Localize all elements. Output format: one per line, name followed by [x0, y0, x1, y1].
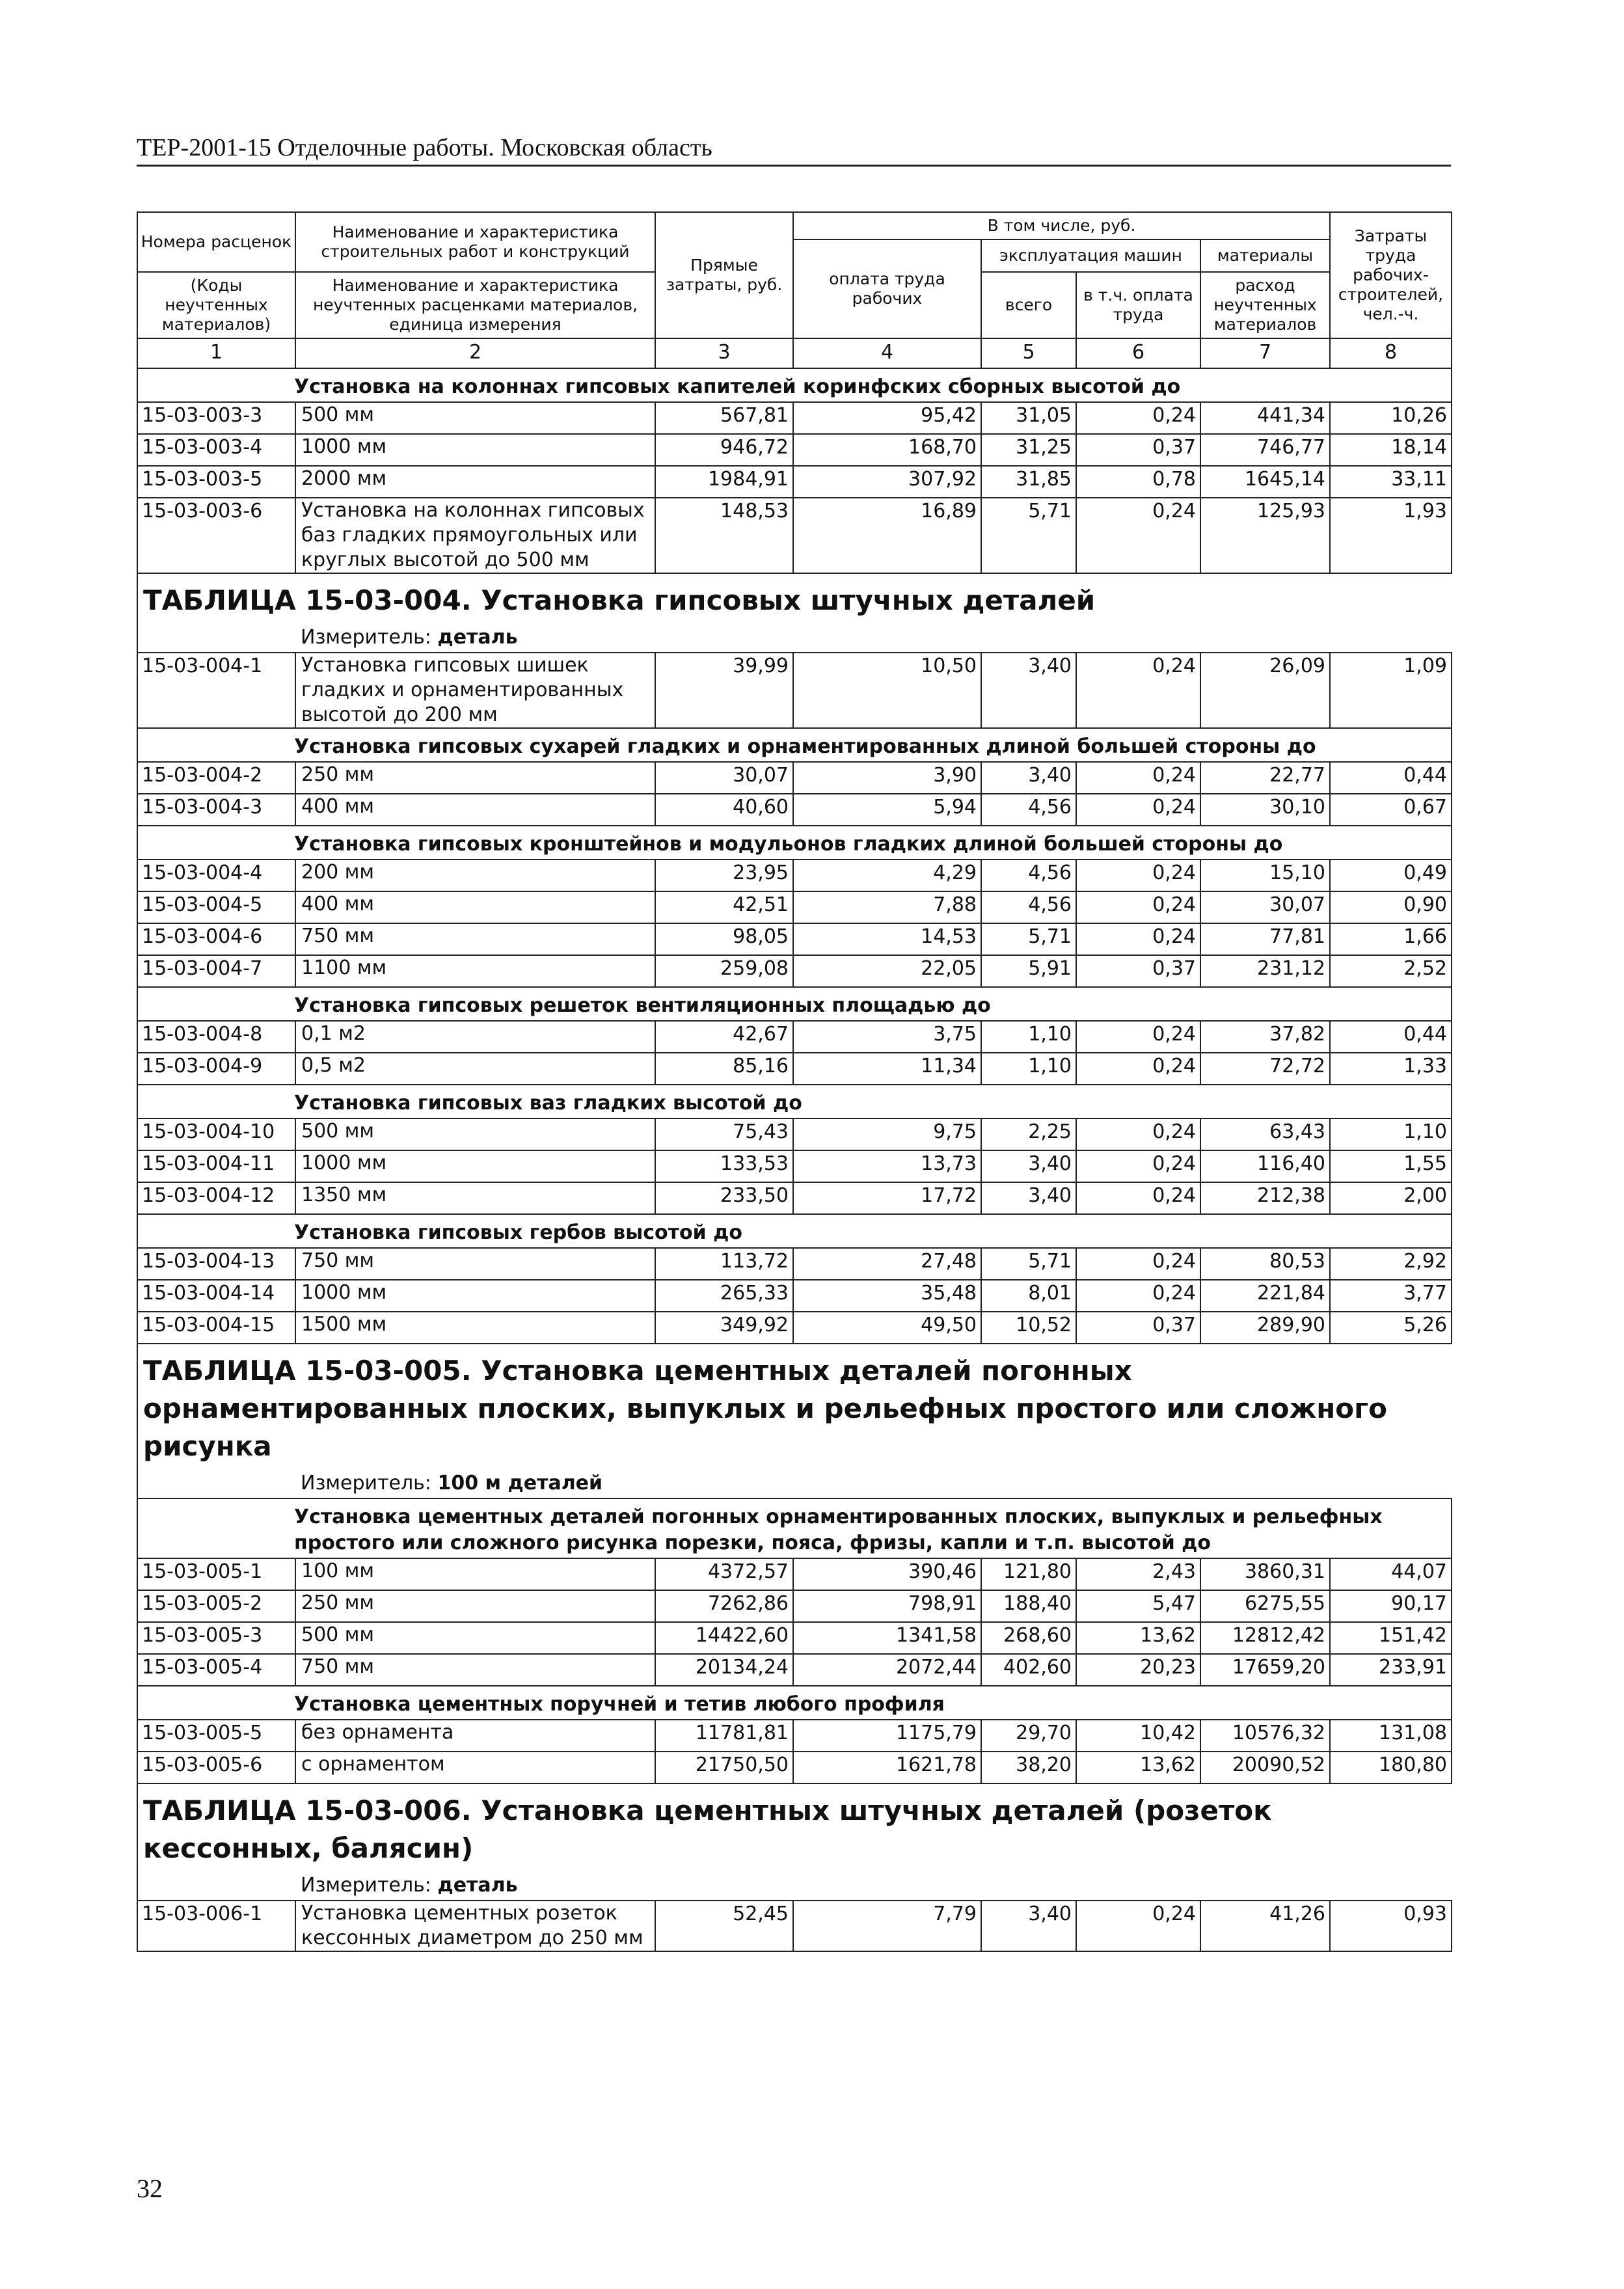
materials-cost: 441,34 — [1200, 402, 1330, 434]
labor-pay: 7,79 — [793, 1901, 981, 1951]
materials-cost: 1645,14 — [1200, 466, 1330, 498]
materials-cost: 72,72 — [1200, 1053, 1330, 1085]
labor-pay: 27,48 — [793, 1248, 981, 1280]
machines-total: 4,56 — [981, 891, 1076, 923]
work-name: 1000 мм — [295, 434, 655, 466]
machines-labor-pay: 0,24 — [1076, 891, 1200, 923]
machines-labor-pay: 0,37 — [1076, 1312, 1200, 1344]
measure-row — [137, 1469, 1452, 1498]
running-header: ТЕР-2001-15 Отделочные работы. Московская область — [137, 133, 1451, 167]
section-heading-row — [137, 987, 1452, 1021]
labor-pay: 95,42 — [793, 402, 981, 434]
rate-code: 15-03-003-5 — [137, 466, 295, 498]
materials-cost: 221,84 — [1200, 1280, 1330, 1312]
col-codes-subheader: (Коды неучтенных материалов) — [137, 272, 295, 338]
section-heading: Установка гипсовых гербов высотой до — [137, 1214, 1452, 1248]
measure-cell — [137, 1469, 1452, 1498]
work-name: без орнамента — [295, 1720, 655, 1752]
machines-labor-pay: 20,23 — [1076, 1654, 1200, 1686]
machines-labor-pay: 2,43 — [1076, 1558, 1200, 1590]
labor-pay: 10,50 — [793, 653, 981, 728]
machines-total: 4,56 — [981, 794, 1076, 826]
col-direct-header: Прямые затраты, руб. — [655, 212, 793, 338]
rate-code: 15-03-003-3 — [137, 402, 295, 434]
work-name: 750 мм — [295, 1654, 655, 1686]
work-name: с орнаментом — [295, 1752, 655, 1783]
machines-total: 268,60 — [981, 1622, 1076, 1654]
section-heading-row — [137, 1085, 1452, 1118]
machines-total: 3,40 — [981, 1150, 1076, 1182]
machines-labor-pay: 0,24 — [1076, 923, 1200, 955]
labor-hours: 1,33 — [1330, 1053, 1452, 1085]
labor-hours: 0,49 — [1330, 860, 1452, 891]
machines-total: 4,56 — [981, 860, 1076, 891]
measure-label: Измеритель: — [301, 626, 431, 649]
table-row — [137, 1654, 1452, 1686]
direct-cost: 39,99 — [655, 653, 793, 728]
labor-hours: 1,66 — [1330, 923, 1452, 955]
machines-total: 29,70 — [981, 1720, 1076, 1752]
materials-cost: 231,12 — [1200, 955, 1330, 987]
work-name: 1000 мм — [295, 1280, 655, 1312]
rate-code: 15-03-004-15 — [137, 1312, 295, 1344]
machines-total: 8,01 — [981, 1280, 1076, 1312]
column-index: 6 — [1076, 338, 1200, 368]
direct-cost: 42,67 — [655, 1021, 793, 1053]
table-row — [137, 1622, 1452, 1654]
machines-labor-pay: 0,24 — [1076, 794, 1200, 826]
direct-cost: 42,51 — [655, 891, 793, 923]
materials-cost: 10576,32 — [1200, 1720, 1330, 1752]
machines-total: 31,05 — [981, 402, 1076, 434]
direct-cost: 567,81 — [655, 402, 793, 434]
direct-cost: 20134,24 — [655, 1654, 793, 1686]
work-name: 400 мм — [295, 891, 655, 923]
table-row — [137, 1752, 1452, 1783]
materials-cost: 37,82 — [1200, 1021, 1330, 1053]
labor-pay: 17,72 — [793, 1182, 981, 1214]
rate-code: 15-03-004-8 — [137, 1021, 295, 1053]
table-row — [137, 434, 1452, 466]
direct-cost: 23,95 — [655, 860, 793, 891]
rate-code: 15-03-004-11 — [137, 1150, 295, 1182]
materials-cost: 80,53 — [1200, 1248, 1330, 1280]
direct-cost: 265,33 — [655, 1280, 793, 1312]
labor-hours: 18,14 — [1330, 434, 1452, 466]
rate-code: 15-03-004-12 — [137, 1182, 295, 1214]
labor-pay: 1621,78 — [793, 1752, 981, 1783]
labor-hours: 3,77 — [1330, 1280, 1452, 1312]
labor-hours: 0,44 — [1330, 1021, 1452, 1053]
machines-labor-pay: 0,24 — [1076, 653, 1200, 728]
machines-total: 5,71 — [981, 923, 1076, 955]
measure-cell — [137, 623, 1452, 653]
table-row — [137, 466, 1452, 498]
table-row — [137, 1280, 1452, 1312]
labor-pay: 4,29 — [793, 860, 981, 891]
labor-hours: 90,17 — [1330, 1590, 1452, 1622]
machines-labor-pay: 13,62 — [1076, 1622, 1200, 1654]
work-name: 1000 мм — [295, 1150, 655, 1182]
materials-cost: 6275,55 — [1200, 1590, 1330, 1622]
work-name: 250 мм — [295, 762, 655, 794]
machines-labor-pay: 10,42 — [1076, 1720, 1200, 1752]
work-name: 750 мм — [295, 923, 655, 955]
machines-labor-pay: 5,47 — [1076, 1590, 1200, 1622]
direct-cost: 349,92 — [655, 1312, 793, 1344]
materials-cost: 17659,20 — [1200, 1654, 1330, 1686]
machines-labor-pay: 0,37 — [1076, 434, 1200, 466]
labor-hours: 180,80 — [1330, 1752, 1452, 1783]
labor-pay: 16,89 — [793, 498, 981, 573]
measure-unit: 100 м деталей — [437, 1472, 603, 1495]
rate-code: 15-03-005-1 — [137, 1558, 295, 1590]
measure-unit: деталь — [437, 1874, 518, 1897]
machines-total: 31,85 — [981, 466, 1076, 498]
machines-total: 10,52 — [981, 1312, 1076, 1344]
work-name: 500 мм — [295, 1118, 655, 1150]
labor-pay: 2072,44 — [793, 1654, 981, 1686]
materials-cost: 20090,52 — [1200, 1752, 1330, 1783]
table-row — [137, 498, 1452, 573]
table-title-row — [137, 573, 1452, 623]
work-name: 0,5 м2 — [295, 1053, 655, 1085]
col-machines-header: эксплуатация машин — [981, 239, 1200, 272]
table-row — [137, 1248, 1452, 1280]
direct-cost: 148,53 — [655, 498, 793, 573]
table-row — [137, 653, 1452, 728]
labor-hours: 1,10 — [1330, 1118, 1452, 1150]
col-name-header: Наименование и характеристика строительных работ и конструкций — [295, 212, 655, 272]
machines-labor-pay: 0,24 — [1076, 762, 1200, 794]
materials-cost: 12812,42 — [1200, 1622, 1330, 1654]
labor-hours: 44,07 — [1330, 1558, 1452, 1590]
table-row — [137, 1312, 1452, 1344]
column-index: 4 — [793, 338, 981, 368]
direct-cost: 946,72 — [655, 434, 793, 466]
labor-hours: 151,42 — [1330, 1622, 1452, 1654]
table-row — [137, 923, 1452, 955]
machines-labor-pay: 0,24 — [1076, 1053, 1200, 1085]
machines-labor-pay: 0,24 — [1076, 402, 1200, 434]
materials-cost: 26,09 — [1200, 653, 1330, 728]
measure-label: Измеритель: — [301, 1874, 431, 1897]
machines-total: 2,25 — [981, 1118, 1076, 1150]
direct-cost: 85,16 — [655, 1053, 793, 1085]
rate-code: 15-03-005-5 — [137, 1720, 295, 1752]
labor-pay: 307,92 — [793, 466, 981, 498]
rate-code: 15-03-003-4 — [137, 434, 295, 466]
section-heading-row — [137, 368, 1452, 402]
direct-cost: 1984,91 — [655, 466, 793, 498]
labor-pay: 11,34 — [793, 1053, 981, 1085]
rate-code: 15-03-005-6 — [137, 1752, 295, 1783]
labor-hours: 1,09 — [1330, 653, 1452, 728]
machines-labor-pay: 0,24 — [1076, 1150, 1200, 1182]
direct-cost: 259,08 — [655, 955, 793, 987]
header-row-1 — [137, 212, 1452, 239]
column-index: 5 — [981, 338, 1076, 368]
section-heading: Установка цементных поручней и тетив любого профиля — [137, 1686, 1452, 1720]
table-row — [137, 1118, 1452, 1150]
table-title: ТАБЛИЦА 15-03-004. Установка гипсовых штучных деталей — [137, 573, 1452, 623]
materials-cost: 15,10 — [1200, 860, 1330, 891]
materials-cost: 746,77 — [1200, 434, 1330, 466]
labor-hours: 1,55 — [1330, 1150, 1452, 1182]
section-heading: Установка гипсовых кронштейнов и модульонов гладких длиной большей стороны до — [137, 826, 1452, 860]
materials-cost: 77,81 — [1200, 923, 1330, 955]
work-name: 750 мм — [295, 1248, 655, 1280]
machines-labor-pay: 0,24 — [1076, 498, 1200, 573]
measure-cell — [137, 1871, 1452, 1901]
rate-code: 15-03-005-2 — [137, 1590, 295, 1622]
machines-total: 5,71 — [981, 1248, 1076, 1280]
labor-pay: 1175,79 — [793, 1720, 981, 1752]
direct-cost: 14422,60 — [655, 1622, 793, 1654]
machines-total: 31,25 — [981, 434, 1076, 466]
machines-total: 402,60 — [981, 1654, 1076, 1686]
machines-total: 3,40 — [981, 1901, 1076, 1951]
column-index: 8 — [1330, 338, 1452, 368]
rate-code: 15-03-004-6 — [137, 923, 295, 955]
col-labor-pay-header: оплата труда рабочих — [793, 239, 981, 338]
work-name: 200 мм — [295, 860, 655, 891]
rate-code: 15-03-004-1 — [137, 653, 295, 728]
labor-pay: 3,75 — [793, 1021, 981, 1053]
section-heading-row — [137, 1214, 1452, 1248]
rate-code: 15-03-005-4 — [137, 1654, 295, 1686]
machines-labor-pay: 0,24 — [1076, 1280, 1200, 1312]
column-index: 3 — [655, 338, 793, 368]
col-including-header: В том числе, руб. — [793, 212, 1330, 239]
section-heading: Установка гипсовых ваз гладких высотой до — [137, 1085, 1452, 1118]
section-heading: Установка гипсовых сухарей гладких и орнаментированных длиной большей стороны до — [137, 728, 1452, 762]
column-index: 2 — [295, 338, 655, 368]
materials-cost: 30,07 — [1200, 891, 1330, 923]
labor-pay: 7,88 — [793, 891, 981, 923]
col-materials-header: материалы — [1200, 239, 1330, 272]
page-number: 32 — [137, 2174, 163, 2203]
labor-pay: 22,05 — [793, 955, 981, 987]
labor-pay: 35,48 — [793, 1280, 981, 1312]
direct-cost: 4372,57 — [655, 1558, 793, 1590]
labor-pay: 390,46 — [793, 1558, 981, 1590]
section-heading-row — [137, 826, 1452, 860]
rate-code: 15-03-004-4 — [137, 860, 295, 891]
work-name: 0,1 м2 — [295, 1021, 655, 1053]
table-row — [137, 1021, 1452, 1053]
machines-total: 121,80 — [981, 1558, 1076, 1590]
machines-total: 5,71 — [981, 498, 1076, 573]
labor-pay: 168,70 — [793, 434, 981, 466]
materials-cost: 116,40 — [1200, 1150, 1330, 1182]
machines-labor-pay: 0,37 — [1076, 955, 1200, 987]
column-index: 7 — [1200, 338, 1330, 368]
table-row — [137, 891, 1452, 923]
labor-hours: 1,93 — [1330, 498, 1452, 573]
machines-labor-pay: 13,62 — [1076, 1752, 1200, 1783]
labor-hours: 0,44 — [1330, 762, 1452, 794]
work-name: 250 мм — [295, 1590, 655, 1622]
table-row — [137, 1182, 1452, 1214]
labor-hours: 33,11 — [1330, 466, 1452, 498]
labor-hours: 10,26 — [1330, 402, 1452, 434]
direct-cost: 98,05 — [655, 923, 793, 955]
labor-hours: 233,91 — [1330, 1654, 1452, 1686]
machines-labor-pay: 0,24 — [1076, 1901, 1200, 1951]
rate-code: 15-03-004-14 — [137, 1280, 295, 1312]
machines-labor-pay: 0,78 — [1076, 466, 1200, 498]
work-name: 1100 мм — [295, 955, 655, 987]
machines-total: 5,91 — [981, 955, 1076, 987]
measure-row — [137, 1871, 1452, 1901]
section-heading: Установка на колоннах гипсовых капителей коринфских сборных высотой до — [137, 368, 1452, 402]
rate-code: 15-03-006-1 — [137, 1901, 295, 1951]
col-materials-unaccounted-header: расход неучтенных материалов — [1200, 272, 1330, 338]
table-row — [137, 1720, 1452, 1752]
labor-pay: 3,90 — [793, 762, 981, 794]
rates-table — [137, 211, 1452, 1952]
machines-total: 1,10 — [981, 1053, 1076, 1085]
direct-cost: 40,60 — [655, 794, 793, 826]
labor-hours: 0,93 — [1330, 1901, 1452, 1951]
labor-pay: 9,75 — [793, 1118, 981, 1150]
table-row — [137, 1150, 1452, 1182]
column-index: 1 — [137, 338, 295, 368]
machines-total: 1,10 — [981, 1021, 1076, 1053]
work-name: 100 мм — [295, 1558, 655, 1590]
materials-cost: 212,38 — [1200, 1182, 1330, 1214]
col-name-subheader: Наименование и характеристика неучтенных расценками материалов, единица измерения — [295, 272, 655, 338]
materials-cost: 63,43 — [1200, 1118, 1330, 1150]
direct-cost: 233,50 — [655, 1182, 793, 1214]
work-name: 500 мм — [295, 1622, 655, 1654]
labor-hours: 5,26 — [1330, 1312, 1452, 1344]
labor-pay: 49,50 — [793, 1312, 981, 1344]
work-name: Установка гипсовых шишек гладких и орнаментированных высотой до 200 мм — [295, 653, 655, 728]
machines-labor-pay: 0,24 — [1076, 1118, 1200, 1150]
machines-labor-pay: 0,24 — [1076, 1248, 1200, 1280]
work-name: 1350 мм — [295, 1182, 655, 1214]
work-name: Установка цементных розеток кессонных диаметром до 250 мм — [295, 1901, 655, 1951]
work-name: 1500 мм — [295, 1312, 655, 1344]
table-row — [137, 955, 1452, 987]
section-heading: Установка гипсовых решеток вентиляционных площадью до — [137, 987, 1452, 1021]
table-row — [137, 860, 1452, 891]
materials-cost: 125,93 — [1200, 498, 1330, 573]
direct-cost: 75,43 — [655, 1118, 793, 1150]
table-title-row — [137, 1344, 1452, 1469]
machines-total: 3,40 — [981, 762, 1076, 794]
measure-row — [137, 623, 1452, 653]
machines-total: 188,40 — [981, 1590, 1076, 1622]
table-row — [137, 1901, 1452, 1951]
table-row — [137, 794, 1452, 826]
direct-cost: 133,53 — [655, 1150, 793, 1182]
col-labor-hours-header: Затраты труда рабочих-строителей, чел.-ч. — [1330, 212, 1452, 338]
rate-code: 15-03-004-13 — [137, 1248, 295, 1280]
measure-label: Измеритель: — [301, 1472, 431, 1495]
labor-pay: 5,94 — [793, 794, 981, 826]
work-name: 2000 мм — [295, 466, 655, 498]
labor-pay: 1341,58 — [793, 1622, 981, 1654]
table-title: ТАБЛИЦА 15-03-006. Установка цементных штучных деталей (розеток кессонных, балясин) — [137, 1783, 1452, 1871]
labor-hours: 0,90 — [1330, 891, 1452, 923]
machines-total: 3,40 — [981, 1182, 1076, 1214]
col-machines-labor-header: в т.ч. оплата труда — [1076, 272, 1200, 338]
machines-labor-pay: 0,24 — [1076, 1182, 1200, 1214]
materials-cost: 41,26 — [1200, 1901, 1330, 1951]
table-title: ТАБЛИЦА 15-03-005. Установка цементных деталей погонных орнаментированных плоских, выпуклых и рельефных простого или сложного рисунка — [137, 1344, 1452, 1469]
table-title-row — [137, 1783, 1452, 1871]
labor-hours: 2,00 — [1330, 1182, 1452, 1214]
work-name: Установка на колоннах гипсовых баз гладких прямоугольных или круглых высотой до 500 мм — [295, 498, 655, 573]
table-row — [137, 1053, 1452, 1085]
direct-cost: 30,07 — [655, 762, 793, 794]
rate-code: 15-03-004-3 — [137, 794, 295, 826]
table-row — [137, 1558, 1452, 1590]
machines-labor-pay: 0,24 — [1076, 1021, 1200, 1053]
labor-hours: 2,92 — [1330, 1248, 1452, 1280]
rate-code: 15-03-004-9 — [137, 1053, 295, 1085]
labor-hours: 131,08 — [1330, 1720, 1452, 1752]
direct-cost: 7262,86 — [655, 1590, 793, 1622]
labor-pay: 14,53 — [793, 923, 981, 955]
rate-code: 15-03-004-5 — [137, 891, 295, 923]
materials-cost: 3860,31 — [1200, 1558, 1330, 1590]
rate-code: 15-03-003-6 — [137, 498, 295, 573]
measure-unit: деталь — [437, 626, 518, 649]
rate-code: 15-03-004-2 — [137, 762, 295, 794]
labor-hours: 2,52 — [1330, 955, 1452, 987]
section-heading-row — [137, 728, 1452, 762]
materials-cost: 289,90 — [1200, 1312, 1330, 1344]
section-heading-row — [137, 1686, 1452, 1720]
rate-code: 15-03-004-10 — [137, 1118, 295, 1150]
section-heading-row — [137, 1498, 1452, 1558]
col-machines-total-header: всего — [981, 272, 1076, 338]
machines-labor-pay: 0,24 — [1076, 860, 1200, 891]
table-row — [137, 762, 1452, 794]
direct-cost: 113,72 — [655, 1248, 793, 1280]
labor-hours: 0,67 — [1330, 794, 1452, 826]
direct-cost: 21750,50 — [655, 1752, 793, 1783]
column-index-row — [137, 338, 1452, 368]
work-name: 500 мм — [295, 402, 655, 434]
machines-total: 3,40 — [981, 653, 1076, 728]
section-heading: Установка цементных деталей погонных орнаментированных плоских, выпуклых и рельефных простого или сложного рисунка порезки, пояса, фризы, капли и т.п. высотой до — [137, 1498, 1452, 1558]
rate-code: 15-03-005-3 — [137, 1622, 295, 1654]
table-row — [137, 402, 1452, 434]
work-name: 400 мм — [295, 794, 655, 826]
materials-cost: 30,10 — [1200, 794, 1330, 826]
table-row — [137, 1590, 1452, 1622]
materials-cost: 22,77 — [1200, 762, 1330, 794]
rate-code: 15-03-004-7 — [137, 955, 295, 987]
labor-pay: 13,73 — [793, 1150, 981, 1182]
direct-cost: 52,45 — [655, 1901, 793, 1951]
machines-total: 38,20 — [981, 1752, 1076, 1783]
col-codes-header: Номера расценок — [137, 212, 295, 272]
labor-pay: 798,91 — [793, 1590, 981, 1622]
direct-cost: 11781,81 — [655, 1720, 793, 1752]
